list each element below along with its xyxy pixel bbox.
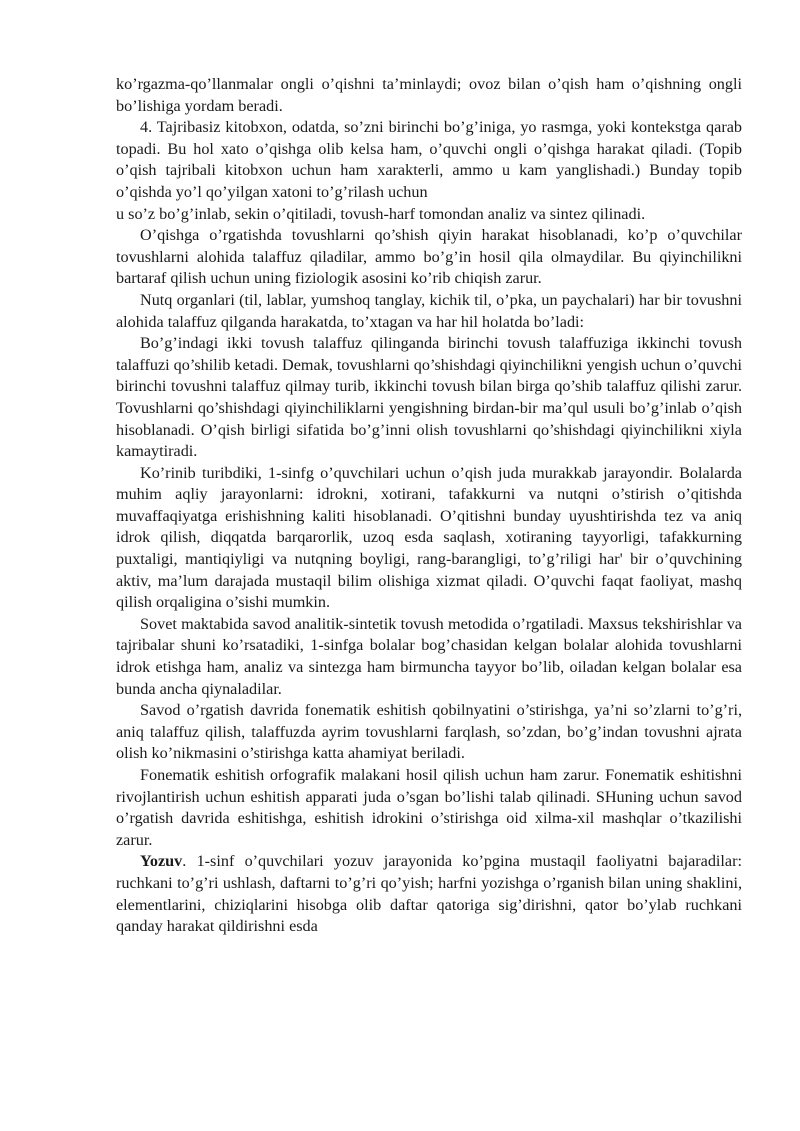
paragraph-point-4: 4. Tajribasiz kitobxon, odatda, so’zni birinchi bo’g’iniga, yo rasmga, yoki kontekstga qarab topadi. Bu hol xato o’qishga olib kelsa ham, o’quvchi ongli o’qishga harakat qiladi. (Topib o’qish tajribali kitobxon uchun ham xarakterli, ammo u kam yanglishadi.) Bunday topib o’qishda yo’l qo’yilgan xatoni to’g’rilash uchun xyxy=(116,118,742,201)
paragraph-writing xyxy=(116,851,742,937)
paragraph-sound-combining: O’qishga o’rgatishda tovushlarni qo’shish qiyin harakat hisoblanadi, ko’p o’quvchilar tovushlarni alohida talaffuz qiladilar, ammo bo’g’in hosil qila olmaydilar. Bu qiyinchilikni bartaraf qilish uchun uning fiziologik asosini ko’rib chiqish zarur. xyxy=(116,226,742,288)
paragraph-syllable-reading: Bo’g’indagi ikki tovush talaffuz qilinganda birinchi tovush talaffuziga ikkinchi tovush talaffuzi qo’shilib ketadi. Demak, tovushlarni qo’shishdagi qiyinchilikni yengish uchun o’quvchi birinchi tovushni talaffuz qilmay turib, ikkinchi tovush bilan birga qo’shib talaffuz qilishi zarur. Tovushlarni qo’shishdagi qiyinchiliklarni yengishning birdan-bir ma’qul usuli bo’g’inlab o’qish hisoblanadi. O’qish birligi sifatida bo’g’inni olish tovushlarni qo’shishdagi qiyinchilikni xiyla kamaytiradi. xyxy=(116,334,742,461)
paragraph-speech-organs: Nutq organlari (til, lablar, yumshoq tanglay, kichik til, o’pka, un paychalari) har bir tovushni alohida talaffuz qilganda harakatda, to’xtagan va har hil holatda bo’ladi: xyxy=(116,290,742,331)
paragraph-orthographic-skill: Fonematik eshitish orfografik malakani hosil qilish uchun ham zarur. Fonematik eshitishni rivojlantirish uchun eshitish apparati juda o’sgan bo’lishi talab qilinadi. SHuning uchun savod o’rgatish davrida eshitishga, eshitish idrokini o’stirishga oid xilma-xil mashqlar o’tkazilishi zarur. xyxy=(116,766,742,849)
document-body xyxy=(116,74,742,938)
paragraph-point-4-continued: u so’z bo’g’inlab, sekin o’qitiladi, tovush-harf tomondan analiz va sintez qilinadi. xyxy=(116,204,646,223)
paragraph-reading-process: Ko’rinib turibdiki, 1-sinfg o’quvchilari uchun o’qish juda murakkab jarayondir. Bolalarda muhim aqliy jarayonlarni: idrokni, xotirani, tafakkurni va nutqni o’stirish o’qitishda muvaffaqiyatga erishishning kaliti hisoblanadi. O’qitishni bunday uyushtirishda tez va aniq idrok qilish, diqqatda barqarorlik, uzoq esda saqlash, xotiraning tayyorligi, tafakkurning puxtaligi, mantiqiyligi va nutqning boyligi, rang-barangligi, to’g’riligi har' bir o’quvchining aktiv, ma’lum darajada mustaqil bilim olishiga xizmat qiladi. O’quvchi faqat faoliyat, mashq qilish orqaligina o’sishi mumkin. xyxy=(116,463,742,612)
writing-heading: Yozuv xyxy=(140,852,183,871)
paragraph-phonemic-hearing: Savod o’rgatish davrida fonematik eshitish qobilnyatini o’stirishga, ya’ni so’zlarni to’g’ri, aniq talaffuz qilish, talaffuzda ayrim tovushlarni farqlash, so’zdan, bo’g’indan tovushni ajrata olish ko’nikmasini o’stirishga katta ahamiyat beriladi. xyxy=(116,701,742,763)
paragraph-continuation: ko’rgazma-qo’llanmalar ongli o’qishni ta’minlaydi; ovoz bilan o’qish ham o’qishning ongli bo’lishiga yordam beradi. xyxy=(116,75,742,115)
writing-text: . 1-sinf o’quvchilari yozuv jarayonida ko’pgina mustaqil faoliyatni bajaradilar: ruchkani to’g’ri ushlash, daftarni to’g’ri qo’yish; harfni yozishga o’rganish bilan uning shaklini, elementlarini, chiziqlarini hisobga olib daftar qatoriga sig’dirishni, qator bo’ylab ruchkani qanday harakat qildirishni esda xyxy=(116,852,742,936)
paragraph-soviet-school: Sovet maktabida savod analitik-sintetik tovush metodida o’rgatiladi. Maxsus tekshirishlar va tajribalar shuni ko’rsatadiki, 1-sinfga bolalar bog’chasidan kelgan bolalar alohida tovushlarni idrok etishga ham, analiz va sintezga ham birmuncha tayyor bo’lib, oiladan kelgan bolalar esa bunda ancha qiynaladilar. xyxy=(116,614,742,698)
